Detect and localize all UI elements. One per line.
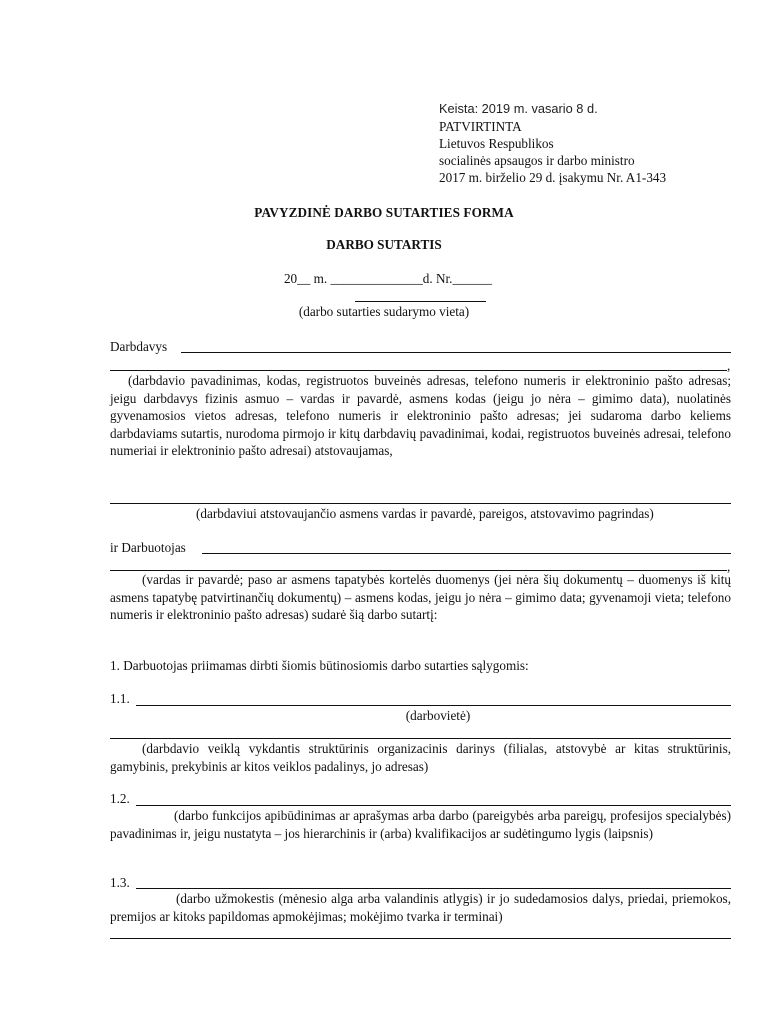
item-1-1-caption: (darbovietė) xyxy=(405,708,471,723)
item-1-1-blank-line-2 xyxy=(110,738,731,739)
employer-label: Darbdavys xyxy=(110,339,168,354)
section-1-intro: 1. Darbuotojas priimamas dirbti šiomis būtinosiomis darbo sutarties sąlygomis: xyxy=(110,658,529,673)
place-blank-line xyxy=(355,301,486,302)
item-1-2-blank-line xyxy=(136,805,731,806)
form-title: PAVYZDINĖ DARBO SUTARTIES FORMA xyxy=(254,205,514,220)
amendment-note: Keista: 2019 m. vasario 8 d. xyxy=(439,101,598,116)
employer-description: (darbdavio pavadinimas, kodas, registruotos buveinės adresas, telefono numeris ir elektroninio pašto adresas; jeigu darbdavys fizinis asmuo – vardas ir pavardė, asmens kodas (jeigu jo nėra – gimimo data), nuolatinės gyvenamosios vietos adresas, telefono numeris ir elektroninio pašto adresas; jei sudaroma darbo keliems darbdaviams sutartis, nurodoma pirmojo ir kitų darbdavių pavadinimai, kodai, registruotos buveinės adresai, telefono numeriai ir elektroninio pašto adresai) atstovaujamas, xyxy=(110,373,731,458)
item-1-3-label: 1.3. xyxy=(110,875,130,890)
approval-line-4: socialinės apsaugos ir darbo ministro xyxy=(439,153,635,168)
employer-blank-line xyxy=(181,352,731,353)
employer-comma: , xyxy=(727,358,731,373)
item-1-1-description: (darbdavio veiklą vykdantis struktūrinis organizacinis darinys (filialas, atstovybė ar kitas struktūrinis, gamybinis, prekybinis ar kitos veiklos padalinys, jo adresas) xyxy=(110,741,731,774)
employee-blank-line xyxy=(202,553,731,554)
employer-blank-line-2 xyxy=(110,370,727,371)
employee-label: ir Darbuotojas xyxy=(110,540,186,555)
item-1-3-blank-line xyxy=(136,888,731,889)
approval-line-5: 2017 m. birželio 29 d. įsakymu Nr. A1-343 xyxy=(439,170,667,185)
contract-title: DARBO SUTARTIS xyxy=(326,237,442,252)
item-1-3-description: (darbo užmokestis (mėnesio alga arba valandinis atlygis) ir jo sudedamosios dalys, priedai, priemokos, premijos ar kitoks papildomas apmokėjimas; mokėjimo tvarka ir terminai) xyxy=(110,891,731,924)
item-1-2-description: (darbo funkcijos apibūdinimas ar aprašymas arba darbo (pareigybės arba pareigų, profesijos specialybės) pavadinimas ir, jeigu nustatyta – jos hierarchinis ir (arba) kvalifikacijos ar sudėtingumo lygis (laipsnis) xyxy=(110,808,731,841)
approval-label: PATVIRTINTA xyxy=(439,119,522,134)
representative-blank-line xyxy=(110,503,731,504)
item-1-1-blank-line xyxy=(136,705,731,706)
item-1-2-label: 1.2. xyxy=(110,791,130,806)
employee-comma: , xyxy=(727,559,731,574)
item-1-1-label: 1.1. xyxy=(110,691,130,706)
place-caption: (darbo sutarties sudarymo vieta) xyxy=(298,304,470,319)
approval-line-3: Lietuvos Respublikos xyxy=(439,136,554,151)
date-number-line: 20__ m. ______________d. Nr.______ xyxy=(283,271,493,286)
representative-caption: (darbdaviui atstovaujančio asmens vardas ir pavardė, pareigos, atstovavimo pagrindas) xyxy=(196,506,654,521)
employee-description: (vardas ir pavardė; paso ar asmens tapatybės kortelės duomenys (jei nėra šių dokumentų – duomenys iš kitų asmens tapatybę patvirtinančių dokumentų) – asmens kodas, jeigu jo nėra – gimimo data; gyvenamoji vieta; telefono numeris ir elektroninio pašto adresas) sudarė šią darbo sutartį: xyxy=(110,572,731,622)
item-1-3-blank-line-2 xyxy=(110,938,731,939)
